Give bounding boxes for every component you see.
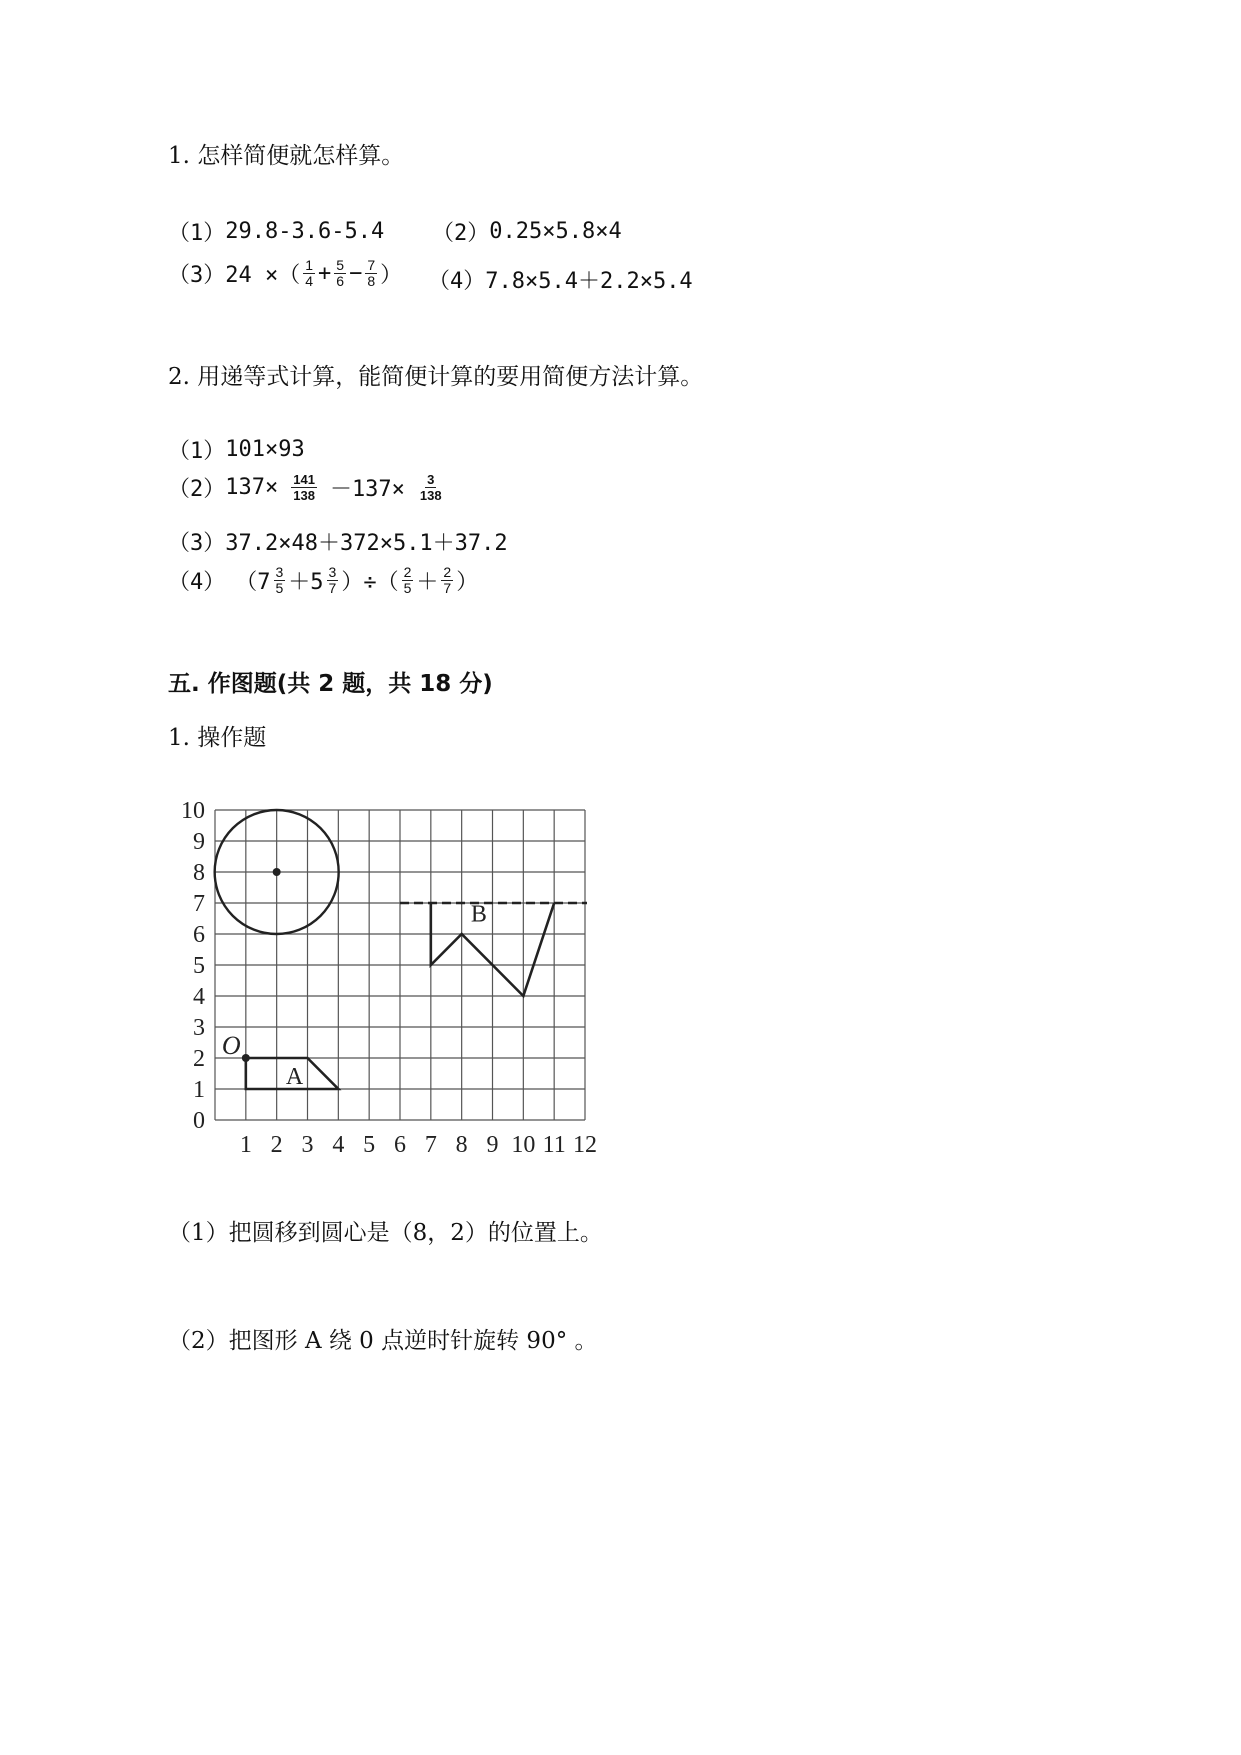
x-tick-label: 4 [332, 1132, 345, 1158]
y-tick-label: 0 [193, 1108, 205, 1134]
y-tick-label: 2 [193, 1046, 205, 1072]
point-o-dot [242, 1054, 250, 1062]
x-tick-label: 12 [573, 1132, 597, 1158]
q2-item-1 [168, 434, 305, 465]
expression-part: ） [456, 570, 479, 595]
expression-part: （7 [235, 570, 271, 595]
origin-label: O [221, 1031, 241, 1060]
y-tick-label: 1 [193, 1077, 205, 1103]
fraction: $\frac{3}{5}$ [275, 564, 284, 596]
expression-prefix: 24 ×（ [225, 263, 301, 288]
fraction: $\frac{7}{8}$ [367, 257, 376, 289]
fraction: $\frac{1}{4}$ [305, 257, 314, 289]
q1-item-1 [168, 216, 384, 247]
circle-center-dot [273, 868, 281, 876]
q2-item-2 [168, 472, 447, 503]
expression: 0.25×5.8×4 [489, 219, 622, 244]
q1-item-4 [428, 264, 693, 295]
x-tick-label: 3 [301, 1132, 314, 1158]
s5-q1-title: 1. 操作题 [168, 725, 267, 751]
expression-suffix: ） [380, 263, 403, 288]
x-axis-tick-labels [240, 1132, 597, 1158]
item-label: （1） [168, 439, 226, 464]
x-tick-label: 7 [424, 1132, 437, 1158]
x-tick-label: 6 [394, 1132, 406, 1158]
y-tick-label: 9 [193, 829, 205, 855]
y-axis-tick-labels [181, 798, 205, 1134]
expression: 29.8-3.6-5.4 [225, 219, 385, 244]
grid-lines [215, 810, 585, 1120]
q2-item-3 [168, 526, 508, 557]
q1-title: 1. 怎样简便就怎样算。 [168, 143, 405, 169]
y-tick-label: 6 [193, 922, 205, 948]
fraction: $\frac{3}{7}$ [328, 564, 337, 596]
item-label: （3） [168, 531, 226, 556]
shape-a-label: A [285, 1064, 304, 1090]
q2-item-4 [168, 565, 478, 596]
shape-b-label: B [470, 901, 487, 928]
q1-item-2 [432, 216, 622, 247]
y-tick-label: 5 [193, 953, 205, 979]
y-tick-label: 8 [193, 860, 205, 886]
item-label: （1） [168, 221, 226, 246]
x-tick-label: 9 [486, 1132, 499, 1158]
coordinate-grid-figure [160, 790, 620, 1170]
expression: 7.8×5.4＋2.2×5.4 [485, 269, 693, 294]
x-tick-label: 5 [363, 1132, 376, 1158]
operator: − [349, 261, 363, 286]
s5-sub-question-1: （1）把圆移到圆心是（8，2）的位置上。 [168, 1220, 603, 1246]
expression-part: ＋5 [288, 570, 324, 595]
fraction: $\frac{2}{5}$ [403, 564, 412, 596]
x-tick-label: 11 [542, 1132, 566, 1158]
item-label: （4） [168, 570, 226, 595]
section-title: 五. 作图题(共 2 题，共 18 分) [168, 671, 493, 697]
x-tick-label: 2 [270, 1132, 283, 1158]
operator: + [318, 261, 332, 286]
y-tick-label: 3 [193, 1015, 205, 1041]
x-tick-label: 1 [239, 1132, 252, 1158]
q1-item-3 [168, 258, 402, 289]
s5-sub-question-2: （2）把图形 A 绕 0 点逆时针旋转 90° 。 [168, 1328, 598, 1354]
expression-part: 137× [225, 475, 279, 500]
y-tick-label: 10 [181, 798, 205, 824]
fraction: $\frac{141}{138}$ [293, 472, 315, 503]
expression-part: －137× [329, 477, 405, 502]
x-tick-label: 8 [455, 1132, 468, 1158]
fraction: $\frac{3}{138}$ [419, 472, 442, 503]
item-label: （3） [168, 263, 226, 288]
item-label: （2） [432, 221, 490, 246]
y-tick-label: 4 [193, 984, 205, 1010]
q2-title: 2. 用递等式计算，能简便计算的要用简便方法计算。 [168, 364, 704, 390]
expression: 101×93 [225, 437, 305, 462]
expression-part: ）÷（ [341, 570, 399, 595]
operator: ＋ [416, 570, 439, 595]
item-label: （4） [428, 269, 486, 294]
fraction: $\frac{2}{7}$ [443, 564, 452, 596]
expression: 37.2×48＋372×5.1＋37.2 [225, 531, 508, 556]
item-label: （2） [168, 477, 226, 502]
y-tick-label: 7 [193, 891, 205, 917]
fraction: $\frac{5}{6}$ [336, 257, 345, 289]
x-tick-label: 10 [511, 1132, 536, 1158]
